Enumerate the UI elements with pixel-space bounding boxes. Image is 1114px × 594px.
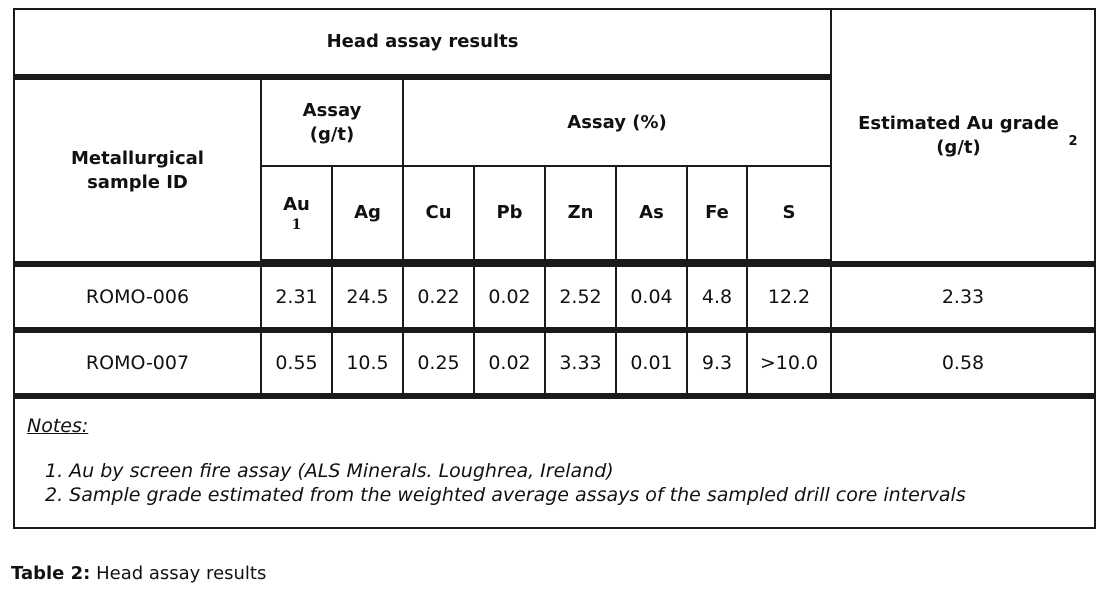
caption-text: Head assay results xyxy=(90,563,267,584)
col-header-pb: Pb xyxy=(475,167,546,263)
sample-id-header-text: Metallurgical sample ID xyxy=(71,147,204,193)
sample-id-cell: ROMO-007 xyxy=(13,329,262,395)
as-value: 0.01 xyxy=(617,329,688,395)
zn-value: 2.52 xyxy=(546,263,617,329)
cu-value: 0.25 xyxy=(404,329,475,395)
assay-pct-header: Assay (%) xyxy=(404,76,832,167)
fe-value: 4.8 xyxy=(688,263,748,329)
estimated-au-value: 0.58 xyxy=(832,329,1096,395)
col-header-cu: Cu xyxy=(404,167,475,263)
pb-value: 0.02 xyxy=(475,263,546,329)
table-row xyxy=(13,263,1096,329)
notes-section xyxy=(13,395,1096,529)
au-value: 0.55 xyxy=(262,329,333,395)
estimated-au-grade-header xyxy=(832,8,1096,263)
footnote-2-marker: 2 xyxy=(1068,133,1078,149)
s-value: 12.2 xyxy=(748,263,832,329)
col-header-ag: Ag xyxy=(333,167,404,263)
assay-gt-header xyxy=(262,76,404,167)
pb-value: 0.02 xyxy=(475,329,546,395)
ag-value: 24.5 xyxy=(333,263,404,329)
notes-list xyxy=(27,459,1094,507)
col-header-au xyxy=(262,167,333,263)
table-caption xyxy=(11,563,266,585)
estimated-au-value: 2.33 xyxy=(832,263,1096,329)
head-assay-table xyxy=(13,8,1096,529)
note-item: 1. Au by screen fire assay (ALS Minerals. Loughrea, Ireland) xyxy=(45,460,614,482)
estimated-header-text: Estimated Au grade (g/t) xyxy=(858,112,1059,158)
col-header-s: S xyxy=(748,167,832,263)
footnote-1-marker: 1 xyxy=(291,217,302,233)
as-value: 0.04 xyxy=(617,263,688,329)
ag-value: 10.5 xyxy=(333,329,404,395)
zn-value: 3.33 xyxy=(546,329,617,395)
s-value: >10.0 xyxy=(748,329,832,395)
col-header-fe: Fe xyxy=(688,167,748,263)
sample-id-header xyxy=(13,76,262,263)
col-header-as: As xyxy=(617,167,688,263)
col-au-label: Au xyxy=(283,194,310,215)
table-row xyxy=(13,329,1096,395)
notes-title: Notes: xyxy=(27,415,89,437)
col-header-zn: Zn xyxy=(546,167,617,263)
caption-label: Table 2: xyxy=(11,563,91,584)
au-value: 2.31 xyxy=(262,263,333,329)
table-title: Head assay results xyxy=(13,8,832,76)
fe-value: 9.3 xyxy=(688,329,748,395)
cu-value: 0.22 xyxy=(404,263,475,329)
sample-id-cell: ROMO-006 xyxy=(13,263,262,329)
assay-gt-header-text: Assay (g/t) xyxy=(302,99,362,145)
note-item: 2. Sample grade estimated from the weighted average assays of the sampled drill core intervals xyxy=(45,484,966,506)
